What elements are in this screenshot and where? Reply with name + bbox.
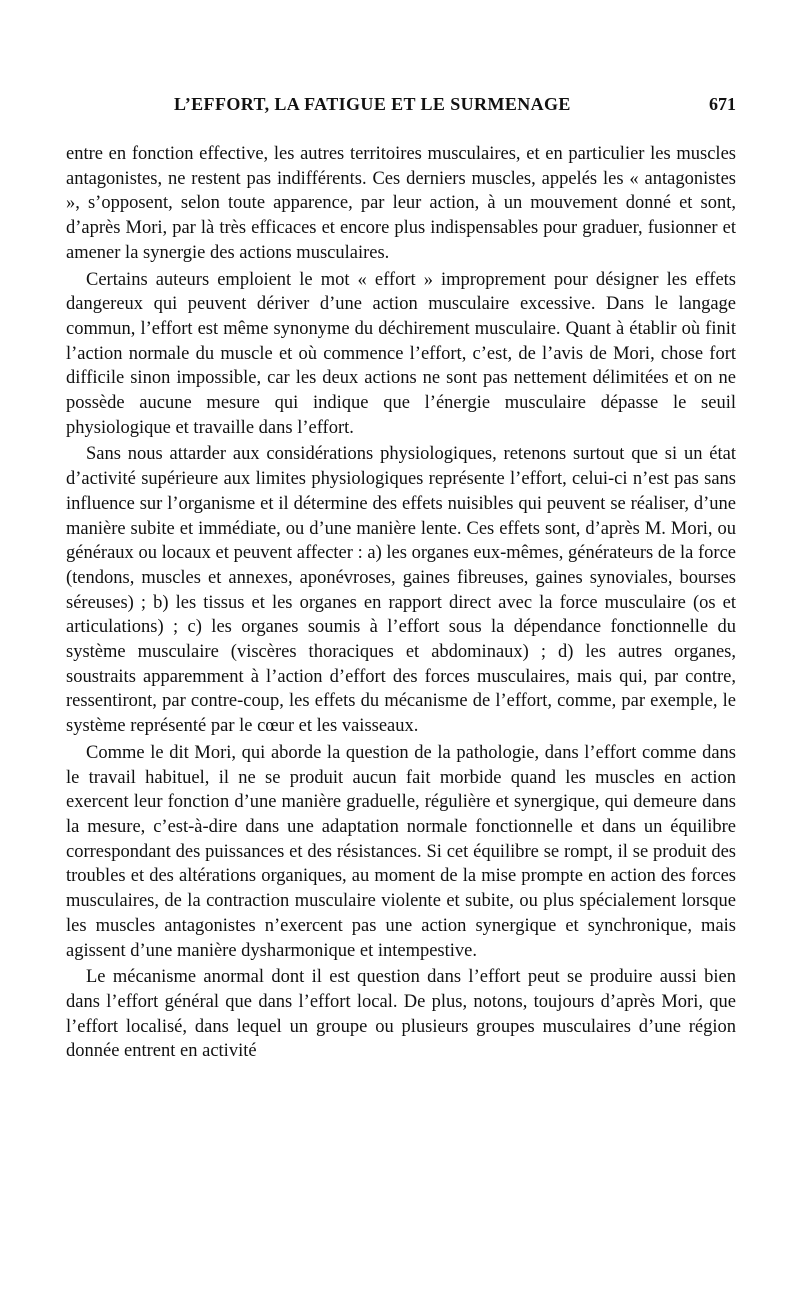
page-number: 671 xyxy=(709,94,736,114)
running-title: L’EFFORT, LA FATIGUE ET LE SURMENAGE xyxy=(174,94,571,114)
paragraph-5: Le mécanisme anormal dont il est question dans l’effort peut se produire aussi bien dans l’effort général que dans l’effort local. De plus, notons, toujours d’après Mori, que l’effort localisé, dans lequel un groupe ou plusieurs groupes musculaires d’une région donnée entrent en activité xyxy=(66,967,736,1062)
paragraph-4: Comme le dit Mori, qui aborde la question de la pathologie, dans l’effort comme dans le travail habituel, il ne se produit aucun fait morbide quand les muscles en action exercent leur fonction d’une manière graduelle, régulière et synergique, qui demeure dans la mesure, c’est-à-dire dans une adaptation normale fonctionnelle et dans un équilibre correspondant des puissances et des résistances. Si cet équilibre se rompt, il se produit des troubles et des altérations organiques, au moment de la mise prompte en action des forces musculaires, de la contraction musculaire violente et subite, ou plus spécialement lorsque les muscles antagonistes n’exercent pas une action synergique et synchronique, mais agissent d’une manière dysharmonique et intempestive. xyxy=(66,742,736,961)
running-header xyxy=(66,94,736,120)
paragraph-3: Sans nous attarder aux considérations physiologiques, retenons surtout que si un état d’activité supérieure aux limites physiologiques représente l’effort, celui-ci n’est pas sans influence sur l’organisme et il détermine des effets nuisibles qui peuvent se réaliser, d’une manière subite et immédiate, ou d’une manière lente. Ces effets sont, d’après M. Mori, ou généraux ou locaux et peuvent affecter : a) les organes eux-mêmes, générateurs de la force (tendons, muscles et annexes, aponévroses, gaines fibreuses, gaines synoviales, bourses séreuses) ; b) les tissus et les organes en rapport direct avec la force musculaire (os et articulations) ; c) les organes soumis à l’effort sous la dépendance fonctionnelle du système musculaire (viscères thoraciques et abdominaux) ; d) les autres organes, soustraits apparemment à l’action d’effort des forces musculaires, mais qui, par contre, ressentiront, par contre-coup, les effets du mécanisme de l’effort, comme, par exemple, le système représenté par le cœur et les vaisseaux. xyxy=(66,444,736,737)
paragraph-2: Certains auteurs emploient le mot « effort » improprement pour désigner les effets dangereux qui peuvent dériver d’une action musculaire excessive. Dans le langage commun, l’effort est même synonyme du déchirement musculaire. Quant à établir où finit l’action normale du muscle et où commence l’effort, c’est, de l’avis de Mori, chose fort difficile sinon impossible, car les deux actions ne sont pas nettement délimitées et on ne possède aucune mesure qui indique que l’énergie musculaire dépasse le seuil physiologique et travaille dans l’effort. xyxy=(66,269,736,438)
paragraph-1: entre en fonction effective, les autres territoires musculaires, et en particulier les muscles antagonistes, ne restent pas indifférents. Ces derniers muscles, appelés les « antagonistes », s’opposent, selon toute apparence, par leur action, à un mouvement donné et sont, d’après Mori, par là très efficaces et encore plus indispensables pour graduer, fusionner et amener la synergie des actions musculaires. xyxy=(66,144,736,263)
body-text xyxy=(66,142,736,1066)
